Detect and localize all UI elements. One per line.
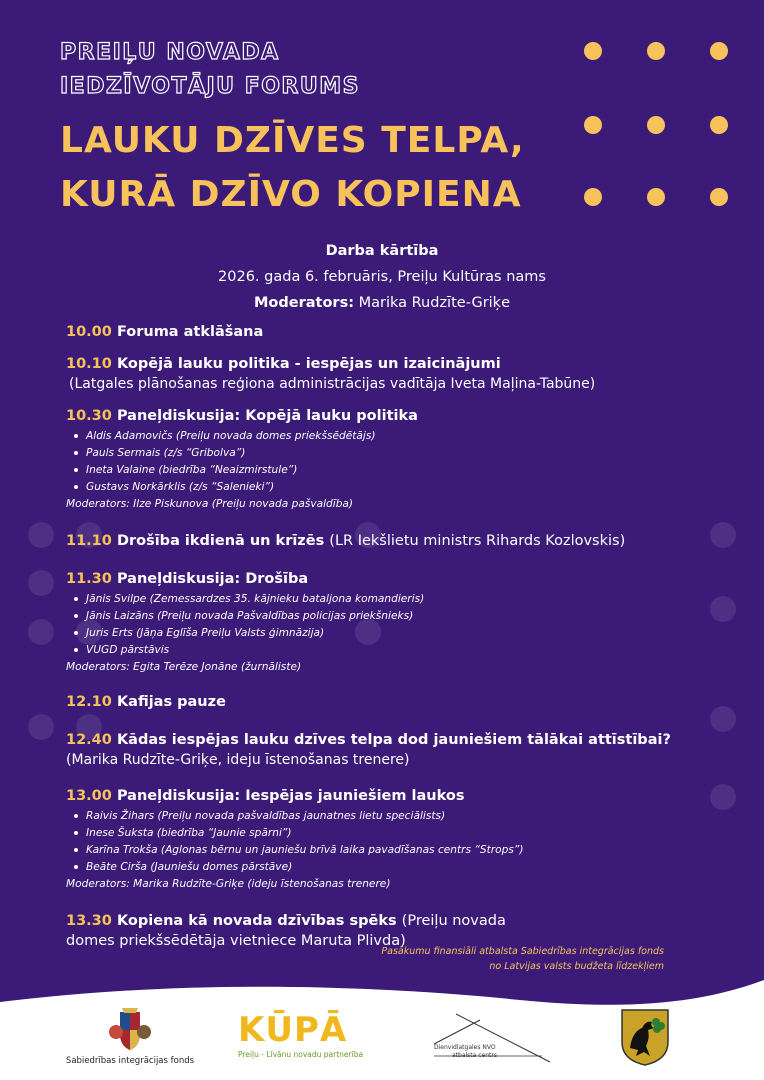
agenda-item [66,322,716,342]
forum-subtitle [60,36,360,104]
agenda-title: Kopiena kā novada dzīvības spēks [116,913,397,929]
agenda-time: 10.10 [66,356,112,372]
kupa-logo [238,1010,378,1059]
panel-moderator: Moderators: Egita Terēze Jonāne (žurnāliste) [66,661,302,673]
agenda-speaker: (LR Iekšlietu ministrs Rihards Kozlovskis) [329,533,626,549]
agenda-title: Paneļdiskusija: Kopējā lauku politika [116,408,418,424]
sif-label: Sabiedrības integrācijas fonds [65,1056,195,1066]
municipality-coat-of-arms [620,1008,670,1070]
list-item: Jānis Svilpe (Zemessardzes 35. kājnieku bataljona komandieris) [74,591,716,608]
list-item: Raivis Žihars (Preiļu novada pašvaldības jaunatnes lietu speciālists) [74,808,716,825]
title-line-2: KURĀ DZĪVO KOPIENA [60,174,522,215]
agenda-speaker: (Preiļu novada domes priekšsēdētāja vietniece Maruta Plivda) [66,913,506,949]
title-line-1: LAUKU DZĪVES TELPA, [60,120,525,161]
panel-moderator: Moderators: Ilze Piskunova (Preiļu novada pašvaldība) [66,498,354,510]
agenda-time: 12.10 [66,694,112,710]
agenda-title: Kafijas pauze [116,694,226,710]
agenda-time: 11.30 [66,571,112,587]
page-title [60,114,525,222]
agenda-heading: Darba kārtība [325,243,439,259]
agenda-item [66,730,716,770]
panelist-list [66,591,716,659]
list-item: Pauls Sermais (z/s “Gribolva”) [74,445,716,462]
nvo-lines-icon [430,1012,570,1064]
agenda-time: 13.30 [66,913,112,929]
list-item: Ineta Valaine (biedrība “Neaizmirstule”) [74,462,716,479]
agenda-title: Kādas iespējas lauku dzīves telpa dod jauniešiem tālākai attīstībai? [116,732,671,748]
list-item: VUGD pārstāvis [74,642,716,659]
sif-logo [60,1008,200,1066]
funding-line-2: no Latvijas valsts budžeta līdzekļiem [489,961,664,972]
list-item: Gustavs Norkārklis (z/s “Salenieki”) [74,479,716,496]
agenda-list [66,322,716,963]
agenda-speaker: (Marika Rudzīte-Griķe, ideju īstenošanas trenere) [66,752,410,768]
subtitle-line-2: IEDZĪVOTĀJU FORUMS [60,74,360,99]
moderator-name: Marika Rudzīte-Griķe [358,295,511,311]
nvo-label-2: atbalsta centrs [452,1052,497,1059]
agenda-time: 10.30 [66,408,112,424]
agenda-item [66,692,716,712]
nvo-label-1: Dienvidlatgales NVO [434,1044,496,1051]
event-info [0,238,764,316]
date-place: 2026. gada 6. februāris, Preiļu Kultūras nams [218,269,546,285]
list-item: Beāte Cirša (Jauniešu domes pārstāve) [74,859,716,876]
panelist-list [66,428,716,496]
coat-of-arms-icon [106,1008,154,1052]
list-item: Karīna Trokša (Aglonas bērnu un jauniešu brīvā laika pavadīšanas centrs “Strops”) [74,842,716,859]
agenda-title: Kopējā lauku politika - iespējas un izaicinājumi [116,356,501,372]
agenda-title: Paneļdiskusija: Drošība [116,571,309,587]
panel-moderator: Moderators: Marika Rudzīte-Griķe (ideju īstenošanas trenere) [66,878,391,890]
agenda-time: 12.40 [66,732,112,748]
list-item: Juris Erts (Jāņa Eglīša Preiļu Valsts ģimnāzija) [74,625,716,642]
list-item: Inese Šuksta (biedrība “Jaunie spārni”) [74,825,716,842]
agenda-item [66,354,716,394]
agenda-item [66,406,716,513]
kupa-wordmark: KŪPĀ [238,1010,348,1050]
crow-shield-icon [620,1008,670,1066]
agenda-title: Paneļdiskusija: Iespējas jauniešiem laukos [116,788,465,804]
subtitle-line-1: PREIĻU NOVADA [60,40,280,65]
agenda-time: 13.00 [66,788,112,804]
nvo-logo [430,1012,570,1064]
moderator-label: Moderators: [253,295,354,311]
list-item: Jānis Laizāns (Preiļu novada Pašvaldības policijas priekšnieks) [74,608,716,625]
agenda-time: 11.10 [66,533,112,549]
panelist-list [66,808,716,876]
agenda-title: Drošība ikdienā un krīzēs [116,533,325,549]
list-item: Aldis Adamovičs (Preiļu novada domes priekšsēdētājs) [74,428,716,445]
agenda-time: 10.00 [66,324,112,340]
agenda-item [66,531,716,551]
agenda-item [66,569,716,676]
funding-line-1: Pasākumu finansiāli atbalsta Sabiedrības integrācijas fonds [381,946,664,957]
agenda-speaker: (Latgales plānošanas reģiona administrācijas vadītāja Iveta Maļina-Tabūne) [69,376,596,392]
main-moderator [0,290,764,316]
kupa-tagline: Preiļu - Līvānu novadu partnerība [238,1050,364,1059]
agenda-title: Foruma atklāšana [116,324,264,340]
funding-note [381,944,664,974]
agenda-item [66,786,716,893]
